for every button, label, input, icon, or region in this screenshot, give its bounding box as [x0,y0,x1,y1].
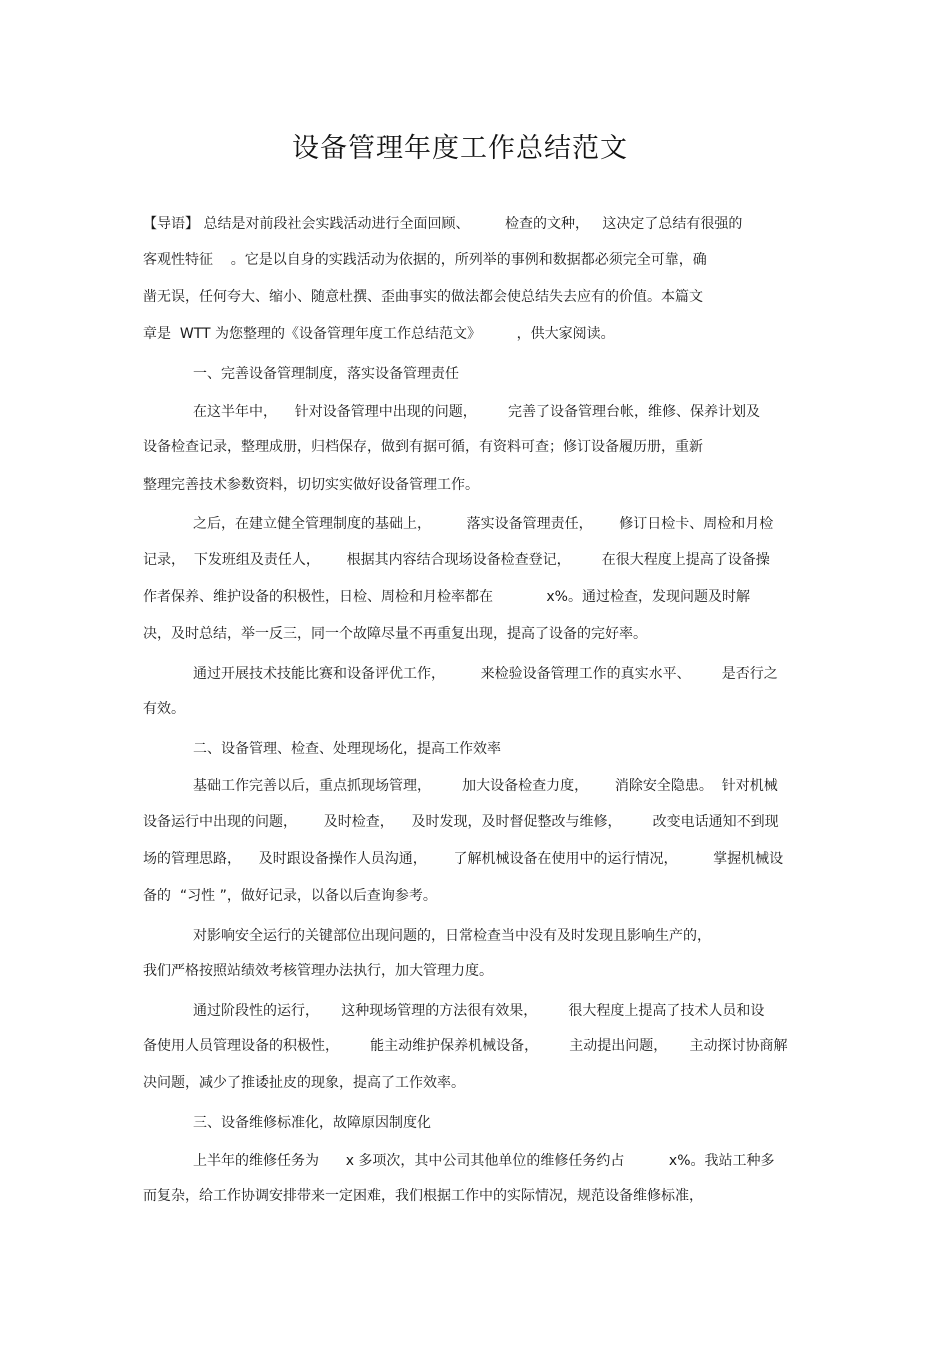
document-title: 设备管理年度工作总结范文 [292,133,628,164]
section-heading: 三、设备维修标准化，故障原因制度化 [193,1115,431,1131]
text-line: 上半年的维修任务为 x 多项次，其中公司其他单位的维修任务约占 x%。我站工种多 [193,1153,775,1169]
text-line: 有效。 [143,701,185,717]
text-line: 作者保养、维护设备的积极性，日检、周检和月检率都在 x%。通过检查，发现问题及时解 [143,589,750,605]
text-line: 我们严格按照站绩效考核管理办法执行，加大管理力度。 [143,963,493,979]
section-heading: 二、设备管理、检查、处理现场化，提高工作效率 [193,741,501,757]
text-line: 在这半年中， 针对设备管理中出现的问题， 完善了设备管理台帐，维修、保养计划及 [193,404,760,420]
text-line: 通过阶段性的运行， 这种现场管理的方法很有效果， 很大程度上提高了技术人员和设 [193,1003,765,1019]
text-line: 整理完善技术参数资料，切切实实做好设备管理工作。 [143,477,479,493]
text-line: 决，及时总结，举一反三，同一个故障尽量不再重复出现，提高了设备的完好率。 [143,626,647,642]
section-heading: 一、完善设备管理制度，落实设备管理责任 [193,366,459,382]
text-line: 章是 WTT 为您整理的《设备管理年度工作总结范文》 ，供大家阅读。 [143,326,615,342]
text-line: 场的管理思路， 及时跟设备操作人员沟通， 了解机械设备在使用中的运行情况， 掌握机械设 [143,851,784,867]
text-line: 通过开展技术技能比赛和设备评优工作， 来检验设备管理工作的真实水平、 是否行之 [193,666,778,682]
text-line: 设备运行中出现的问题， 及时检查， 及时发现，及时督促整改与维修， 改变电话通知不到现 [143,814,779,830]
text-line: 设备检查记录，整理成册，归档保存，做到有据可循，有资料可查；修订设备履历册，重新 [143,439,703,455]
text-line: 备的 “习性 ”，做好记录，以备以后查询参考。 [143,888,437,904]
text-line: 对影响安全运行的关键部位出现问题的，日常检查当中没有及时发现且影响生产的， [193,928,711,944]
text-line: 凿无误，任何夸大、缩小、随意杜撰、歪曲事实的做法都会使总结失去应有的价值。本篇文 [143,289,703,305]
text-line: 决问题，减少了推诿扯皮的现象，提高了工作效率。 [143,1075,465,1091]
text-line: 基础工作完善以后，重点抓现场管理， 加大设备检查力度， 消除安全隐患。 针对机械 [193,778,778,794]
text-line: 备使用人员管理设备的积极性， 能主动维护保养机械设备， 主动提出问题， 主动探讨协商解 [143,1038,788,1054]
text-line: 记录， 下发班组及责任人， 根据其内容结合现场设备检查登记， 在很大程度上提高了设备操 [143,552,770,568]
text-line: 之后，在建立健全管理制度的基础上， 落实设备管理责任， 修订日检卡、周检和月检 [193,516,774,532]
text-line: 而复杂，给工作协调安排带来一定困难，我们根据工作中的实际情况，规范设备维修标准， [143,1188,703,1204]
text-line: 【导语】 总结是对前段社会实践活动进行全面回顾、 检查的文种， 这决定了总结有很强的 [143,216,743,232]
text-line: 客观性特征 。它是以自身的实践活动为依据的，所列举的事例和数据都必须完全可靠，确 [143,252,707,268]
